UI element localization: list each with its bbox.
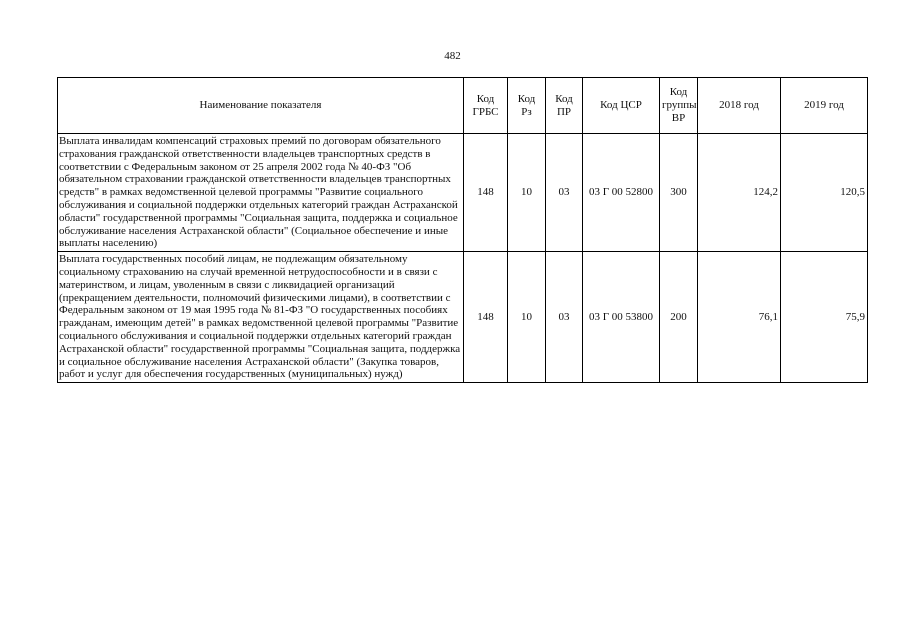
header-grbs — [464, 78, 508, 134]
cell-csr: 03 Г 00 53800 — [583, 252, 660, 383]
header-grbs-line1: Код — [476, 92, 495, 105]
row-name: Выплата государственных пособий лицам, не подлежащим обязательному социальному страхованию на случай временной нетрудоспособности и в связи с материнством, и лицам, уволенным в связи с ликвидацией организаций (прекращением деятельности, полномочий физическими лицами), в соответствии с Федеральным законом от 19 мая 1995 года № 81-ФЗ "О государственных пособиях гражданам, имеющим детей" в рамках ведомственной целевой программы "Развитие социального обслуживания и социальной поддержки отдельных категорий граждан Астраханской области" государственной программы "Социальная защита, поддержка и социальное обслуживание населения Астраханской области" (Закупка товаров, работ и услуг для обеспечения государственных (муниципальных) нужд) — [58, 252, 464, 383]
cell-pr: 03 — [546, 134, 583, 252]
header-pr — [546, 78, 583, 134]
budget-table — [57, 77, 868, 383]
header-vr-line3: ВР — [671, 112, 686, 124]
cell-rz: 10 — [508, 134, 546, 252]
header-vr — [660, 78, 698, 134]
header-grbs-line2: ГРБС — [472, 105, 499, 118]
cell-grbs: 148 — [464, 252, 508, 383]
header-pr-line1: Код — [555, 92, 573, 105]
page-number: 482 — [444, 50, 461, 62]
header-vr-line2: группы — [662, 99, 697, 111]
cell-pr: 03 — [546, 252, 583, 383]
cell-2018: 76,1 — [698, 252, 781, 383]
cell-2019: 75,9 — [781, 252, 868, 383]
header-pr-line2: ПР — [556, 105, 572, 118]
header-rz-line1: Код — [517, 92, 536, 105]
header-2018: 2018 год — [698, 78, 781, 134]
cell-grbs: 148 — [464, 134, 508, 252]
cell-vr: 200 — [660, 252, 698, 383]
row-name: Выплата инвалидам компенсаций страховых премий по договорам обязательного страхования гражданской ответственности владельцев транспортных средств в соответствии с Федеральным законом от 25 апреля 2002 года № 40-ФЗ "Об обязательном страховании гражданской ответственности владельцев транспортных средств" в рамках ведомственной целевой программы "Развитие социального обслуживания и социальной поддержки отдельных категорий граждан Астраханской области" государственной программы "Социальная защита, поддержка и социальное обслуживание населения Астраханской области" (Социальное обеспечение и иные выплаты населению) — [58, 134, 464, 252]
cell-vr: 300 — [660, 134, 698, 252]
table-header-row — [58, 78, 868, 134]
table-row — [58, 134, 868, 252]
header-name: Наименование показателя — [58, 78, 464, 134]
header-2019: 2019 год — [781, 78, 868, 134]
header-csr: Код ЦСР — [583, 78, 660, 134]
cell-2019: 120,5 — [781, 134, 868, 252]
header-rz — [508, 78, 546, 134]
header-vr-line1: Код — [669, 86, 688, 98]
table-row — [58, 252, 868, 383]
cell-rz: 10 — [508, 252, 546, 383]
cell-csr: 03 Г 00 52800 — [583, 134, 660, 252]
header-rz-line2: Рз — [521, 105, 532, 118]
cell-2018: 124,2 — [698, 134, 781, 252]
